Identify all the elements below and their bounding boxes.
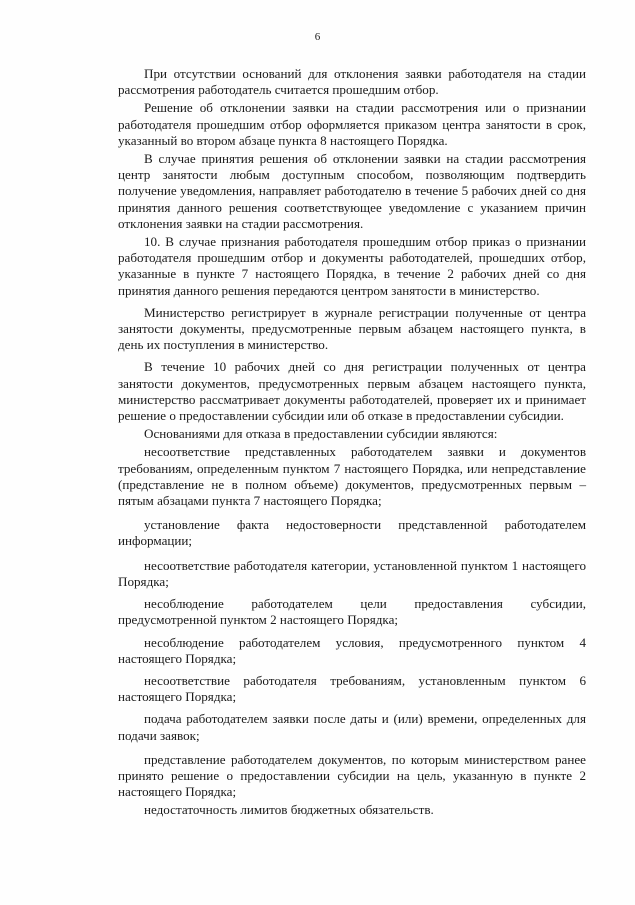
page-number: 6 (314, 31, 321, 43)
paragraph-9: установление факта недостоверности представленной работодателем информации; (118, 517, 586, 549)
paragraph-7: Основаниями для отказа в предоставлении субсидии являются: (144, 426, 498, 442)
paragraph-12: несоблюдение работодателем условия, предусмотренного пунктом 4 настоящего Порядка; (118, 634, 586, 666)
paragraph-10: несоответствие работодателя категории, установленной пунктом 1 настоящего Порядка; (118, 557, 586, 589)
paragraph-8: несоответствие представленных работодателем заявки и документов требованиям, определенным пунктом 7 настоящего Порядка, или непредставление (представление не в полном объеме) документов, предусмотренных первым – пятым абзацами пункта 7 настоящего Порядка; (118, 444, 586, 509)
paragraph-16: недостаточность лимитов бюджетных обязательств. (144, 802, 434, 818)
paragraph-4: 10. В случае признания работодателя прошедшим отбор приказ о признании работодателя прошедшим отбор и документы работодателей, прошедших отбор, указанные в пункте 7 настоящего Порядка, в течение 2 рабочих дней со дня принятия данного решения передаются центром занятости в министерство. (118, 234, 586, 298)
document-body (118, 66, 586, 819)
paragraph-14: подача работодателем заявки после даты и (или) времени, определенных для подачи заявок; (118, 711, 586, 743)
paragraph-1: При отсутствии оснований для отклонения заявки работодателя на стадии рассмотрения работодатель считается прошедшим отбор. (118, 66, 586, 98)
paragraph-15: представление работодателем документов, по которым министерством ранее принято решение о предоставлении субсидии на цель, указанную в пункте 2 настоящего Порядка; (118, 751, 586, 800)
paragraph-3: В случае принятия решения об отклонении заявки на стадии рассмотрения центр занятости любым доступным способом, позволяющим подтвердить получение уведомления, направляет работодателю в течение 5 рабочих дней со дня принятия данного решения соответствующее уведомление с указанием причин отклонения заявки на стадии рассмотрения. (118, 151, 586, 231)
paragraph-6: В течение 10 рабочих дней со дня регистрации полученных от центра занятости документов, предусмотренных первым абзацем настоящего пункта, министерство рассматривает документы работодателей, проверяет их и принимает решение о предоставлении субсидии или об отказе в предоставлении субсидии. (118, 359, 586, 424)
paragraph-5: Министерство регистрирует в журнале регистрации полученные от центра занятости документы, предусмотренные первым абзацем настоящего пункта, в день их поступления в министерство. (118, 304, 586, 353)
paragraph-11: несоблюдение работодателем цели предоставления субсидии, предусмотренной пунктом 2 настоящего Порядка; (118, 596, 586, 628)
paragraph-13: несоответствие работодателя требованиям, установленным пунктом 6 настоящего Порядка; (118, 672, 586, 705)
paragraph-2: Решение об отклонении заявки на стадии рассмотрения или о признании работодателя прошедшим отбор оформляется приказом центра занятости в срок, указанный во втором абзаце пункта 8 настоящего Порядка. (118, 100, 586, 148)
